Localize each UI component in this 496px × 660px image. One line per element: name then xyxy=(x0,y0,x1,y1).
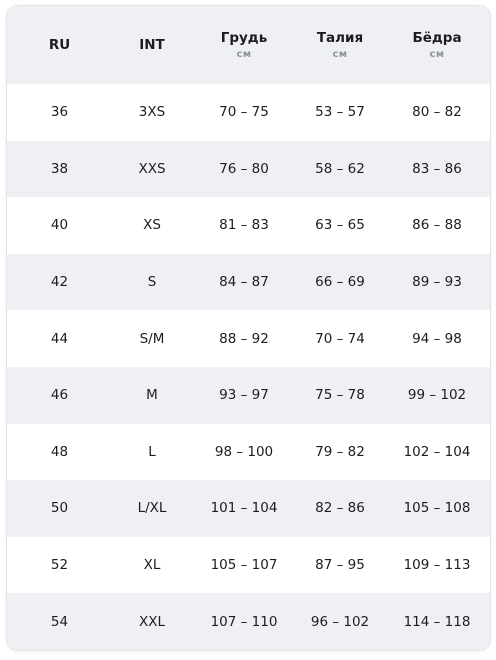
cell-ru: 54 xyxy=(50,613,69,630)
table-row xyxy=(7,424,490,481)
header-waist: Талия см xyxy=(296,6,384,84)
header-chest-unit: см xyxy=(236,49,252,60)
cell-hips: 109 – 113 xyxy=(403,557,471,574)
cell-chest: 101 – 104 xyxy=(210,500,278,517)
cell-chest: 105 – 107 xyxy=(210,557,278,574)
cell-waist: 70 – 74 xyxy=(315,330,365,347)
cell-int: XS xyxy=(143,217,161,234)
table-row xyxy=(7,593,490,650)
cell-waist: 79 – 82 xyxy=(315,443,365,460)
cell-int: XXS xyxy=(138,160,166,177)
cell-ru: 52 xyxy=(50,557,69,574)
cell-chest: 107 – 110 xyxy=(210,613,278,630)
cell-chest: 81 – 83 xyxy=(219,217,269,234)
header-hips: Бёдра см xyxy=(384,6,490,84)
header-int: INT xyxy=(139,37,165,53)
table-row xyxy=(7,197,490,254)
table-row xyxy=(7,367,490,424)
cell-ru: 50 xyxy=(50,500,69,517)
cell-waist: 82 – 86 xyxy=(315,500,365,517)
cell-ru: 46 xyxy=(50,387,69,404)
cell-chest: 76 – 80 xyxy=(219,160,269,177)
cell-hips: 94 – 98 xyxy=(412,330,462,347)
cell-hips: 114 – 118 xyxy=(403,613,471,630)
cell-int: M xyxy=(146,387,158,404)
cell-waist: 66 – 69 xyxy=(315,274,365,291)
table-row xyxy=(7,254,490,311)
cell-waist: 63 – 65 xyxy=(315,217,365,234)
cell-waist: 87 – 95 xyxy=(315,557,365,574)
size-chart-table xyxy=(7,6,490,650)
cell-hips: 99 – 102 xyxy=(407,387,467,404)
cell-ru: 38 xyxy=(50,160,69,177)
cell-int: XL xyxy=(143,557,161,574)
cell-hips: 80 – 82 xyxy=(412,104,462,121)
cell-int: L xyxy=(148,443,156,460)
cell-hips: 105 – 108 xyxy=(403,500,471,517)
cell-int: S/M xyxy=(139,330,165,347)
cell-chest: 84 – 87 xyxy=(219,274,269,291)
header-ru: RU xyxy=(48,37,71,53)
cell-ru: 36 xyxy=(50,104,69,121)
cell-hips: 83 – 86 xyxy=(412,160,462,177)
cell-waist: 53 – 57 xyxy=(315,104,365,121)
size-chart-card xyxy=(6,5,491,651)
cell-int: S xyxy=(147,274,157,291)
cell-waist: 75 – 78 xyxy=(315,387,365,404)
cell-hips: 89 – 93 xyxy=(412,274,462,291)
cell-hips: 86 – 88 xyxy=(412,217,462,234)
cell-waist: 96 – 102 xyxy=(310,613,370,630)
table-row xyxy=(7,310,490,367)
cell-hips: 102 – 104 xyxy=(403,443,471,460)
cell-waist: 58 – 62 xyxy=(315,160,365,177)
cell-ru: 48 xyxy=(50,443,69,460)
header-chest: Грудь см xyxy=(192,6,296,84)
cell-chest: 70 – 75 xyxy=(219,104,269,121)
cell-int: 3XS xyxy=(138,104,166,121)
cell-ru: 44 xyxy=(50,330,69,347)
cell-chest: 93 – 97 xyxy=(219,387,269,404)
cell-ru: 40 xyxy=(50,217,69,234)
cell-int: L/XL xyxy=(137,500,167,517)
table-row xyxy=(7,84,490,141)
table-header-row xyxy=(7,6,490,84)
header-hips-unit: см xyxy=(429,49,445,60)
header-waist-unit: см xyxy=(332,49,348,60)
table-row xyxy=(7,480,490,537)
cell-chest: 98 – 100 xyxy=(214,443,274,460)
cell-chest: 88 – 92 xyxy=(219,330,269,347)
cell-ru: 42 xyxy=(50,274,69,291)
table-row xyxy=(7,141,490,198)
table-row xyxy=(7,537,490,594)
cell-int: XXL xyxy=(138,613,166,630)
